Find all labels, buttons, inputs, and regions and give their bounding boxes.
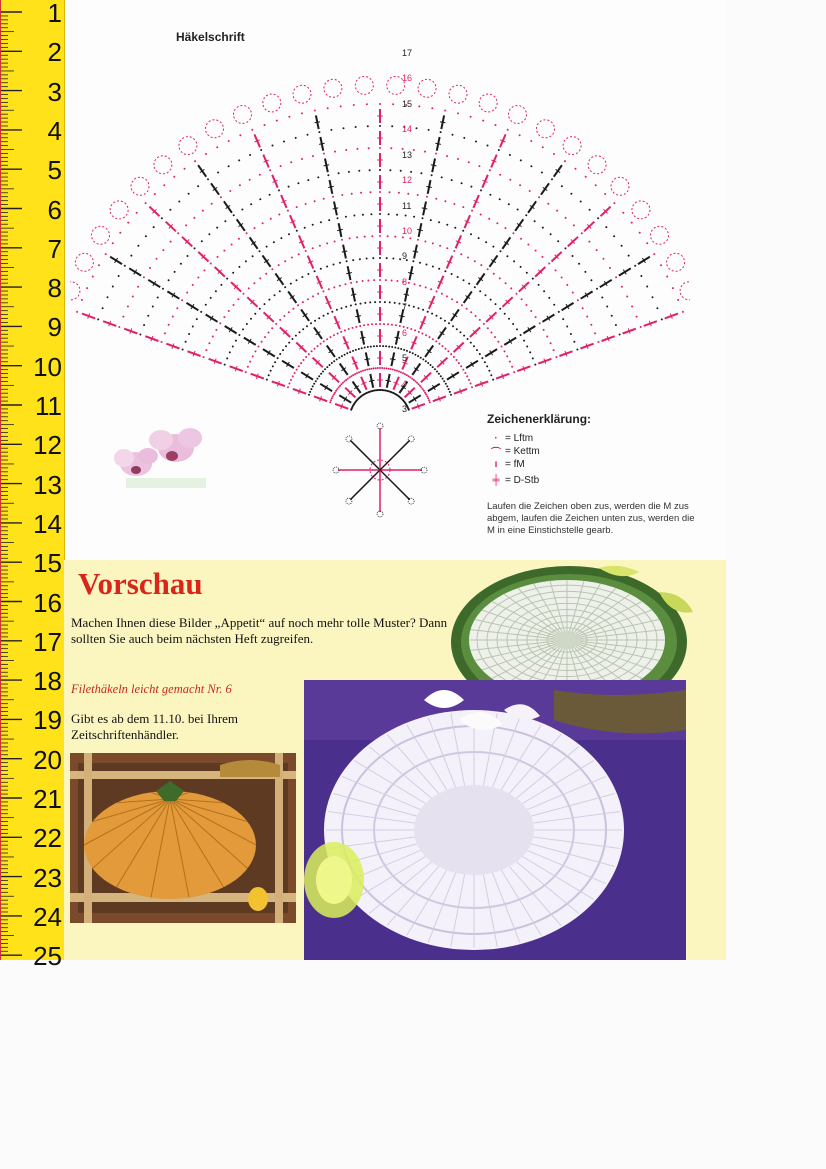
preview-series: Filethäkeln leicht gemacht Nr. 6: [71, 682, 232, 696]
legend-item: [489, 458, 702, 471]
preview-heading: Vorschau: [78, 566, 203, 601]
round-number-label: 16: [402, 73, 413, 84]
ruler-mark: 3: [47, 76, 62, 107]
legend-item: [489, 445, 702, 458]
ruler-mark: 22: [33, 823, 62, 854]
round-number-label: 3: [402, 404, 408, 414]
ruler-mark: 16: [33, 587, 62, 618]
ruler-mark: 8: [47, 273, 62, 304]
ruler-mark: 6: [47, 194, 62, 225]
ruler-mark: 7: [47, 233, 62, 264]
round-number-label: 10: [402, 226, 413, 236]
slip-stitch-symbol: ⌒: [491, 448, 501, 459]
measuring-tape-ruler: [0, 0, 65, 972]
ruler-mark: 14: [33, 508, 62, 539]
ruler-mark: 4: [47, 115, 62, 146]
round-number-label: 11: [402, 200, 412, 211]
preview-intro: Machen Ihnen diese Bilder „Appetit“ auf noch mehr tolle Muster? Dann sollten Sie auch beim nächsten Heft zugreifen.: [71, 615, 448, 646]
ruler-mark: 2: [47, 37, 62, 68]
ruler-mark: 15: [33, 548, 62, 579]
orchid-flowers-image: [106, 420, 216, 500]
ruler-mark: 13: [33, 469, 62, 500]
preview-availability: Gibt es ab dem 11.10. bei Ihrem Zeitschriftenhändler.: [71, 711, 239, 742]
single-crochet-symbol: ı: [494, 459, 498, 470]
round-number-label: 4: [402, 378, 408, 389]
legend: [487, 412, 702, 537]
ruler-mark: 5: [47, 155, 62, 186]
ruler-mark: 20: [33, 744, 62, 775]
round-number-label: 9: [402, 251, 408, 262]
oval-doily-photo: [304, 680, 686, 960]
round-number-label: 7: [402, 302, 408, 313]
legend-note: Laufen die Zeichen oben zus, werden die M zus abgem, laufen die Zeichen unten zus, werden die M in eine Einstichstelle gearb.: [487, 501, 695, 536]
legend-item-label: = Lftm: [505, 433, 534, 444]
round-number-label: 5: [402, 353, 408, 364]
pumpkin-doily-photo: [70, 753, 296, 923]
ruler-mark: 25: [33, 941, 62, 972]
round-number-label: 14: [402, 124, 413, 135]
round-number-label: 17: [402, 48, 413, 58]
ruler-mark: 23: [33, 862, 62, 893]
ruler-mark: 17: [33, 626, 62, 657]
double-treble-symbol: ╪: [492, 474, 500, 486]
round-number-label: 6: [402, 327, 408, 338]
ruler-mark: 19: [33, 705, 62, 736]
round-number-label: 12: [402, 175, 413, 186]
ruler-mark: 12: [33, 430, 62, 461]
round-number-label: 8: [402, 276, 408, 287]
ruler-mark: 9: [47, 312, 62, 343]
ruler-mark: 1: [47, 0, 62, 28]
legend-heading: Zeichenerklärung:: [487, 412, 592, 426]
preview-section: [64, 560, 726, 960]
ruler-mark: 11: [35, 391, 62, 421]
legend-item-label: = D-Stb: [505, 474, 540, 486]
ruler-mark: 18: [33, 666, 62, 697]
legend-item-label: = Kettm: [505, 446, 540, 457]
ruler-mark: 10: [33, 351, 62, 382]
diagram-title: Häkelschrift: [176, 30, 245, 44]
legend-item-label: = fM: [505, 459, 525, 470]
round-number-label: 15: [402, 98, 413, 109]
legend-item: [489, 432, 702, 445]
ruler-mark: 24: [33, 901, 62, 932]
round-number-label: 13: [402, 149, 413, 160]
ruler-mark: 21: [33, 784, 62, 814]
chain-stitch-symbol: ·: [494, 433, 498, 444]
legend-item: [489, 471, 702, 489]
